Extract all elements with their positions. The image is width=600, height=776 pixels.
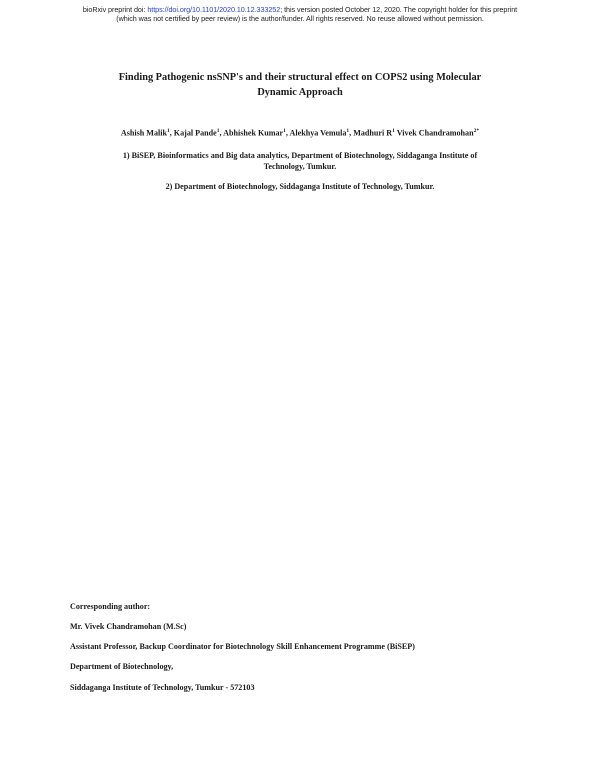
preprint-notice-line-1 (0, 5, 600, 14)
author-name: Ashish Malik (120, 128, 167, 138)
author-affiliation-mark: 1 (216, 128, 220, 134)
preprint-notice-line-2: (which was not certified by peer review) is the author/funder. All rights reserved. No reuse allowed without permission. (116, 14, 484, 23)
author-name: Alekhya Vemula (289, 128, 347, 138)
corresponding-author-institute: Siddaganga Institute of Technology, Tumkur - 572103 (70, 683, 255, 692)
author-name: Madhuri R (353, 128, 393, 138)
paper-title-line-2: Dynamic Approach (257, 87, 343, 98)
author-affiliation-mark: 1 (167, 128, 170, 134)
author-affiliation-mark: 1 (346, 128, 350, 134)
paper-title-line-1: Finding Pathogenic nsSNP's and their structural effect on COPS2 using Molecular (118, 72, 482, 83)
doi-link[interactable]: https://doi.org/10.1101/2020.10.12.333252 (147, 5, 281, 14)
affiliation-1 (60, 150, 540, 172)
author-list: Ashish Malik$^1$, Kajal Pande$^1$, Abhishek Kumar$^1$, Alekhya Vemula$^1$, Madhuri $R^1$ Vivek Chandramohan$^{2*}$ (120, 128, 480, 138)
corresponding-author-department: Department of Biotechnology, (70, 662, 174, 671)
preprint-notice (0, 5, 600, 23)
author-name: Kajal Pande (173, 128, 217, 138)
corresponding-author-position: Assistant Professor, Backup Coordinator for Biotechnology Skill Enhancement Programme (BiSEP) (70, 642, 415, 651)
author-name: Abhishek Kumar (223, 128, 284, 138)
preprint-suffix: ; this version posted October 12, 2020. The copyright holder for this preprint (280, 5, 518, 14)
affiliation-1-line-1: 1) BiSEP, Bioinformatics and Big data analytics, Department of Biotechnology, Siddaganga Institute of (122, 151, 478, 160)
corresponding-author-name: Mr. Vivek Chandramohan (M.Sc) (70, 622, 187, 631)
author-affiliation-mark: 1 (283, 128, 286, 134)
affiliation-2: 2) Department of Biotechnology, Siddaganga Institute of Technology, Tumkur. (165, 182, 435, 191)
author-affiliation-mark: 2* (473, 128, 480, 134)
preprint-prefix: bioRxiv preprint doi: (82, 5, 148, 14)
author-affiliation-mark: 1 (392, 128, 395, 134)
corresponding-author-heading: Corresponding author: (70, 602, 151, 611)
paper-title (60, 70, 540, 100)
affiliation-1-line-2: Technology, Tumkur. (263, 162, 337, 171)
author-name: Vivek Chandramohan (396, 128, 474, 138)
